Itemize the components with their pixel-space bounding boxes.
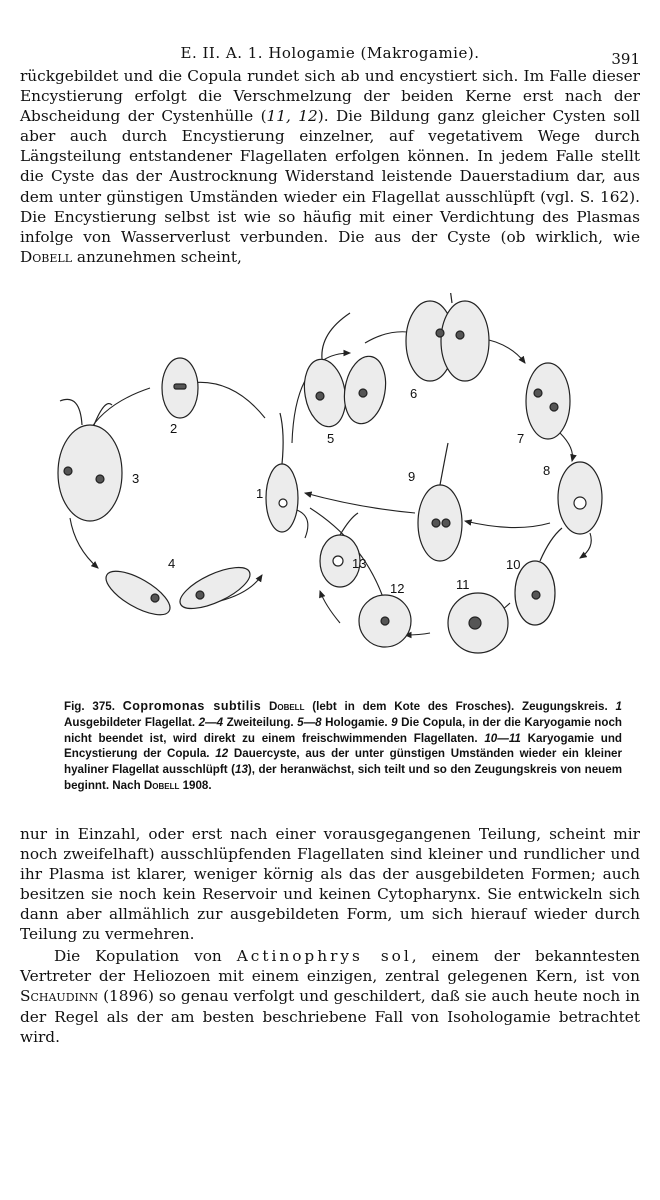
caption-text: Die Copula, in der die Karyogamie noch nicht beendet ist, wird direkt zu einem freischwimmenden Flagellaten. — [64, 715, 622, 745]
text-run: (1896) so genau verfolgt und geschildert, daß sie auch heute noch in der Regel als der am besten beschriebene Fall von Isohologamie betrachtet wird. — [20, 987, 640, 1046]
arrow-7-8 — [560, 433, 573, 461]
arrow-9-1 — [305, 493, 415, 513]
caption-text: ), der heranwächst, sich teilt und so den Zeugungskreis von neuem beginnt. Nach — [64, 763, 622, 792]
nucleus — [534, 389, 542, 397]
caption-text: Dauercyste, aus der unter günstigen Umständen wieder ein kleiner hyaliner Flagellat ausschlüpft ( — [64, 747, 622, 777]
nucleus — [550, 403, 558, 411]
nucleus — [532, 591, 540, 599]
caption-text: Ausgebildeter Flagellat. — [64, 715, 199, 729]
nucleus — [64, 467, 72, 475]
text-run: rückgebildet und die Copula rundet sich ab und encystiert sich. Im Falle dieser Encystierung erfolgt die Verschmelzung der beiden Kerne erst nach der Abscheidung der Cystenhülle ( — [20, 67, 640, 126]
paragraph-bottom-2 — [20, 946, 640, 1046]
fig-label-12: 12 — [390, 580, 405, 596]
nucleus — [196, 591, 204, 599]
page-number: 391 — [611, 50, 640, 68]
flagellum — [448, 293, 452, 303]
fig-label-11: 11 — [456, 576, 470, 592]
cell-4b — [175, 559, 256, 616]
arrow-12-13 — [320, 591, 340, 623]
stage-number: 1 — [615, 699, 622, 713]
flagellum — [60, 399, 82, 425]
caption-text: 1908. — [179, 778, 212, 792]
arrow-11-12 — [405, 633, 430, 635]
fig-label-9: 9 — [408, 468, 416, 484]
stage-number: 9 — [391, 715, 398, 729]
nucleus — [316, 392, 324, 400]
nucleus — [333, 556, 343, 566]
caption-text: Hologamie. — [321, 715, 392, 729]
nucleus — [381, 617, 389, 625]
nucleus — [174, 384, 186, 389]
nucleus — [151, 594, 159, 602]
author-name: Dobell — [20, 247, 73, 266]
species-name: Actinophrys sol — [236, 947, 412, 966]
caption-text: Zweiteilung. — [223, 715, 298, 729]
fig-label-10: 10 — [506, 556, 521, 572]
fig-label-2: 2 — [170, 420, 178, 436]
arrow-8-9 — [465, 521, 550, 528]
species-name: Copromonas subtilis — [122, 698, 262, 713]
fig-label-7: 7 — [517, 430, 525, 446]
figure-reference: 11, 12 — [266, 107, 318, 126]
fig-label-4: 4 — [168, 555, 176, 571]
author-name: Dobell — [268, 699, 305, 713]
flagellum — [540, 528, 562, 561]
cell-4a — [100, 563, 176, 623]
cell-1 — [266, 464, 298, 532]
nucleus — [442, 519, 450, 527]
nucleus — [432, 519, 440, 527]
page-header — [20, 36, 640, 66]
text-run: Die Kopulation von — [54, 947, 237, 966]
nucleus — [96, 475, 104, 483]
caption-text: (lebt in dem Kote des Frosches). Zeugungskreis. — [304, 699, 616, 713]
text-run: ). Die Bildung ganz gleicher Cysten soll aber auch durch Encystierung einzelner, auf vegetativem Wege durch Längsteilung entstandener Flagellaten erfolgen können. In jedem Falle stellt die Cyste das der Austrocknung Widerstand leistende Dauerstadium dar, aus dem unter günstigen Umständen wieder ein Flagellat ausschlüpft (vgl. S. 162). Die Encystierung selbst ist wie so häufig mit einer Verdichtung des Plasmas infolge von Wasserverlust verbunden. Die aus der Cyste (ob wirklich, wie — [20, 107, 641, 246]
arrow-3-4 — [70, 518, 98, 568]
fig-label-13: 13 — [352, 555, 367, 571]
figure-caption — [64, 699, 622, 794]
life-cycle-illustration — [20, 293, 640, 693]
fig-label-5: 5 — [327, 430, 335, 446]
text-run: anzunehmen scheint, — [72, 247, 242, 266]
nucleus — [456, 331, 464, 339]
stage-number: 5—8 — [297, 715, 322, 729]
nucleus — [279, 499, 287, 507]
figure-number: Fig. 375. — [64, 699, 115, 713]
stage-number: 12 — [215, 747, 229, 761]
fig-label-8: 8 — [543, 462, 551, 478]
nucleus — [469, 617, 481, 629]
nucleus — [574, 497, 586, 509]
flagellum — [340, 513, 358, 535]
flagellum — [280, 413, 283, 464]
flagellum — [322, 313, 350, 359]
stage-number: 13 — [235, 763, 248, 777]
caption-text: Karyogamie und Encystierung der Copula. — [64, 731, 622, 761]
stage-number: 2—4 — [198, 715, 224, 729]
paragraph-top — [20, 66, 640, 267]
fig-label-6: 6 — [410, 385, 418, 401]
author-name: Dobell — [143, 778, 180, 792]
cell-6b — [441, 301, 489, 381]
author-name: Schaudinn — [20, 987, 99, 1006]
nucleus — [436, 329, 444, 337]
figure-375 — [20, 293, 640, 693]
cell-7 — [526, 363, 570, 439]
paragraph-bottom-1: nur in Einzahl, oder erst nach einer vorausgegangenen Teilung, scheint mir noch zweifelhaft) ausschlüpfenden Flagellaten sind kleiner und rundlicher und ihr Plasma ist klarer, weniger körnig als das der ausgebildeten Formen; auch besitzen sie noch kein Reservoir und keinen Cytopharynx. Sie entwickeln sich dann aber allmählich zur ausgebildeten Form, um sich hierauf wieder durch Teilung zu vermehren. — [20, 824, 640, 944]
text-run: , einem der bekanntesten Vertreter der Heliozoen mit einem einzigen, zentral gelegenen Kern, ist von — [20, 947, 641, 986]
stage-number: 10—11 — [484, 731, 521, 745]
running-head: E. II. A. 1. Hologamie (Makrogamie). — [180, 44, 480, 62]
page — [20, 36, 640, 1047]
cell-5a — [299, 356, 350, 430]
arrow-8-10 — [580, 533, 591, 558]
flagellum — [440, 443, 448, 485]
nucleus — [359, 389, 367, 397]
fig-label-3: 3 — [132, 470, 140, 486]
fig-label-1: 1 — [256, 485, 264, 501]
